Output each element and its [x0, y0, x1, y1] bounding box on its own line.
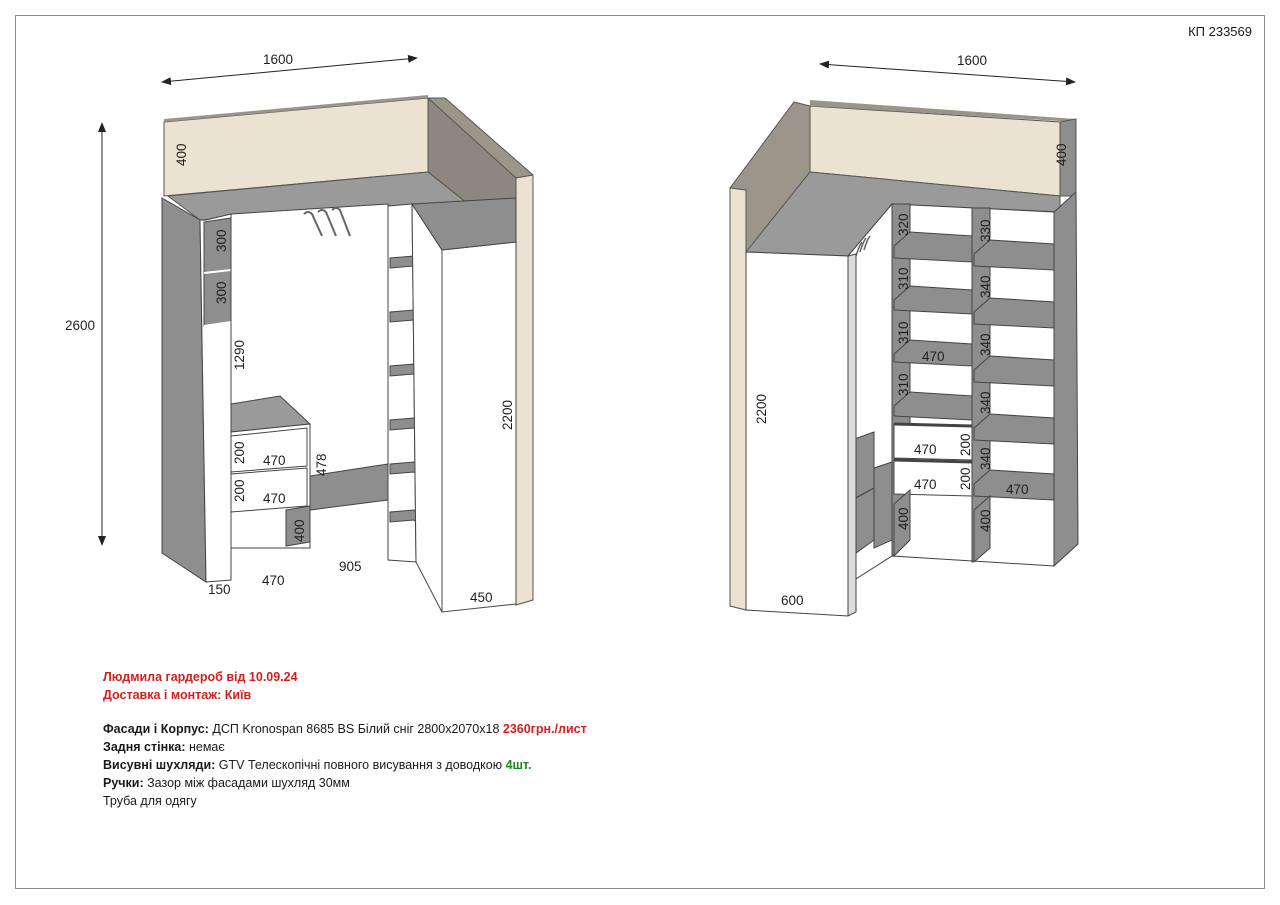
- spec-facades-price: 2360грн./лист: [502, 722, 587, 736]
- dim-right-col2-0: 330: [978, 219, 993, 242]
- drawer-unit-side-r: [874, 462, 892, 548]
- dim-right-w-470-d: 470: [1006, 482, 1029, 497]
- left-view: [65, 52, 533, 612]
- dim-left-drawer-depth: 478: [314, 453, 329, 476]
- spec-drawers-text: GTV Телескопічні повного висування з доводкою: [215, 758, 506, 772]
- spec-handles-text: Зазор між фасадами шухляд 30мм: [143, 776, 350, 790]
- dim-right-col2-3: 340: [978, 391, 993, 414]
- spec-facades: [103, 720, 587, 738]
- dim-right-col2-1: 340: [978, 275, 993, 298]
- spec-drawers-count: 4шт.: [505, 758, 532, 772]
- dim-right-col1-2: 310: [896, 321, 911, 344]
- dim-left-drawer-w-a: 470: [263, 453, 286, 468]
- dim-left-hanging-1290: 1290: [232, 339, 247, 370]
- dim-right-col1-5: 200: [958, 467, 973, 490]
- spec-handles-label: Ручки:: [103, 776, 144, 790]
- dim-right-door-600: 600: [781, 593, 804, 608]
- dim-right-col1-0: 320: [896, 213, 911, 236]
- dim-right-col1-1: 310: [896, 267, 911, 290]
- right-side-panel: [1054, 192, 1078, 566]
- dim-right-col1-6: 400: [896, 507, 911, 530]
- spec-handles: [103, 774, 587, 792]
- left-end-panel-edge: [730, 188, 746, 610]
- spec-back-wall-label: Задня стінка:: [103, 740, 186, 754]
- dim-right-col2-4: 340: [978, 447, 993, 470]
- dim-right-mezzanine: 400: [1054, 143, 1069, 166]
- document-code: КП 233569: [1188, 24, 1252, 39]
- spec-facades-label: Фасади і Корпус:: [103, 722, 209, 736]
- spec-rail: Труба для одягу: [103, 794, 197, 808]
- spec-drawers-label: Висувні шухляди:: [103, 758, 216, 772]
- dim-left-mezzanine: 400: [174, 143, 189, 166]
- left-side-panel: [162, 198, 206, 582]
- dim-left-bottom-400: 400: [292, 519, 307, 542]
- spec-drawers: [103, 756, 587, 774]
- dim-left-shelf-300-a: 300: [214, 229, 229, 252]
- dim-left-height: 2600: [64, 318, 96, 333]
- door-edge-right: [848, 254, 856, 616]
- dim-right-width: 1600: [956, 53, 988, 68]
- dim-left-floor-150: 150: [208, 582, 231, 597]
- dim-left-drawer-200-a: 200: [232, 441, 247, 464]
- spec-back-wall: [103, 738, 587, 756]
- door-front-right: [746, 252, 848, 616]
- dim-right-col2-5: 400: [978, 509, 993, 532]
- right-column-inner: [412, 204, 442, 612]
- dim-left-drawer-200-b: 200: [232, 479, 247, 502]
- dim-right-col2-2: 340: [978, 333, 993, 356]
- dim-left-shelf-300-b: 300: [214, 281, 229, 304]
- order-title: Людмила гардероб від 10.09.24: [103, 670, 298, 684]
- dim-left-floor-470: 470: [262, 573, 285, 588]
- dim-right-w-470-b: 470: [914, 442, 937, 457]
- spec-facades-text: ДСП Kronospan 8685 BS Білий сніг 2800х2070х18: [208, 722, 503, 736]
- dim-left-door-2200: 2200: [500, 399, 515, 430]
- notes-block: [103, 668, 587, 810]
- dim-right-w-470-c: 470: [914, 477, 937, 492]
- dim-left-width: 1600: [262, 52, 294, 67]
- dim-left-door-450: 450: [470, 590, 493, 605]
- dim-right-col1-4: 200: [958, 433, 973, 456]
- dim-right-col1-3: 310: [896, 373, 911, 396]
- right-view: [730, 53, 1078, 616]
- width-dimension-line-right: [820, 64, 1075, 82]
- delivery-title: Доставка і монтаж: Київ: [103, 688, 252, 702]
- spec-back-wall-text: немає: [185, 740, 225, 754]
- dim-right-door-2200: 2200: [754, 393, 769, 424]
- dim-left-drawer-w-b: 470: [263, 491, 286, 506]
- right-end-panel-edge: [516, 175, 533, 605]
- dim-left-floor-905: 905: [339, 559, 362, 574]
- dim-right-w-470-a: 470: [922, 349, 945, 364]
